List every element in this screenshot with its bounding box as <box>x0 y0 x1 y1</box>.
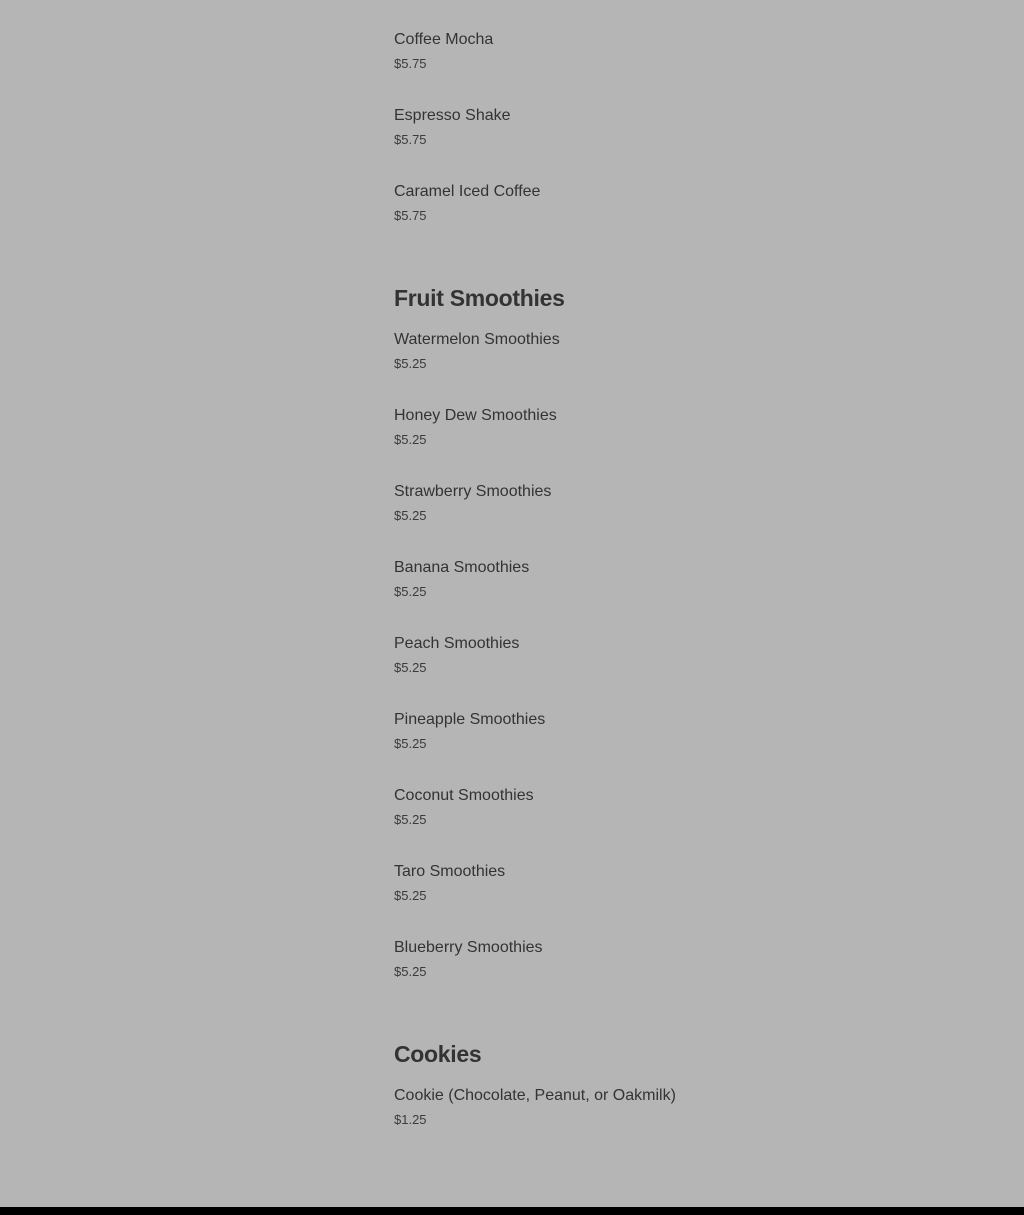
menu-item-name: Espresso Shake <box>394 107 511 124</box>
menu-item-name: Cookie (Chocolate, Peanut, or Oakmilk) <box>394 1087 676 1104</box>
menu-item-price: $5.25 <box>394 660 427 675</box>
menu-item-price: $5.25 <box>394 964 427 979</box>
menu-item-price: $5.75 <box>394 208 427 223</box>
menu-item-price: $5.75 <box>394 132 427 147</box>
menu-item-price: $1.25 <box>394 1112 427 1127</box>
menu-item[interactable] <box>394 482 954 542</box>
menu-item-price: $5.25 <box>394 736 427 751</box>
menu-item-name: Blueberry Smoothies <box>394 939 543 956</box>
menu-item-price: $5.25 <box>394 432 427 447</box>
menu-item-name: Banana Smoothies <box>394 559 530 576</box>
menu-item[interactable] <box>394 634 954 694</box>
section-title: Cookies <box>394 1041 482 1067</box>
footer-bar <box>0 1207 1024 1215</box>
menu-item-name: Coconut Smoothies <box>394 787 534 804</box>
menu-item[interactable] <box>394 558 954 618</box>
menu-item-price: $5.25 <box>394 888 427 903</box>
menu-item-price: $5.25 <box>394 584 427 599</box>
menu-item-name: Peach Smoothies <box>394 635 520 652</box>
menu-item-name: Honey Dew Smoothies <box>394 407 557 424</box>
menu-item[interactable] <box>394 938 954 998</box>
menu-item[interactable] <box>394 710 954 770</box>
menu-item-price: $5.25 <box>394 508 427 523</box>
menu-item[interactable] <box>394 1086 954 1146</box>
menu-item-price: $5.25 <box>394 356 427 371</box>
menu-item-name: Strawberry Smoothies <box>394 483 552 500</box>
menu-item-name: Pineapple Smoothies <box>394 711 546 728</box>
menu-item[interactable] <box>394 862 954 922</box>
menu-item-price: $5.25 <box>394 812 427 827</box>
menu-item[interactable] <box>394 406 954 466</box>
menu-item-price: $5.75 <box>394 56 427 71</box>
menu-item[interactable] <box>394 106 954 166</box>
menu-item-name: Caramel Iced Coffee <box>394 183 541 200</box>
menu-item-name: Watermelon Smoothies <box>394 331 560 348</box>
section-title: Fruit Smoothies <box>394 285 565 311</box>
menu-item[interactable] <box>394 330 954 390</box>
menu-item[interactable] <box>394 30 954 90</box>
menu-item-name: Coffee Mocha <box>394 31 494 48</box>
menu-item[interactable] <box>394 786 954 846</box>
menu-item-name: Taro Smoothies <box>394 863 506 880</box>
menu-item[interactable] <box>394 182 954 242</box>
